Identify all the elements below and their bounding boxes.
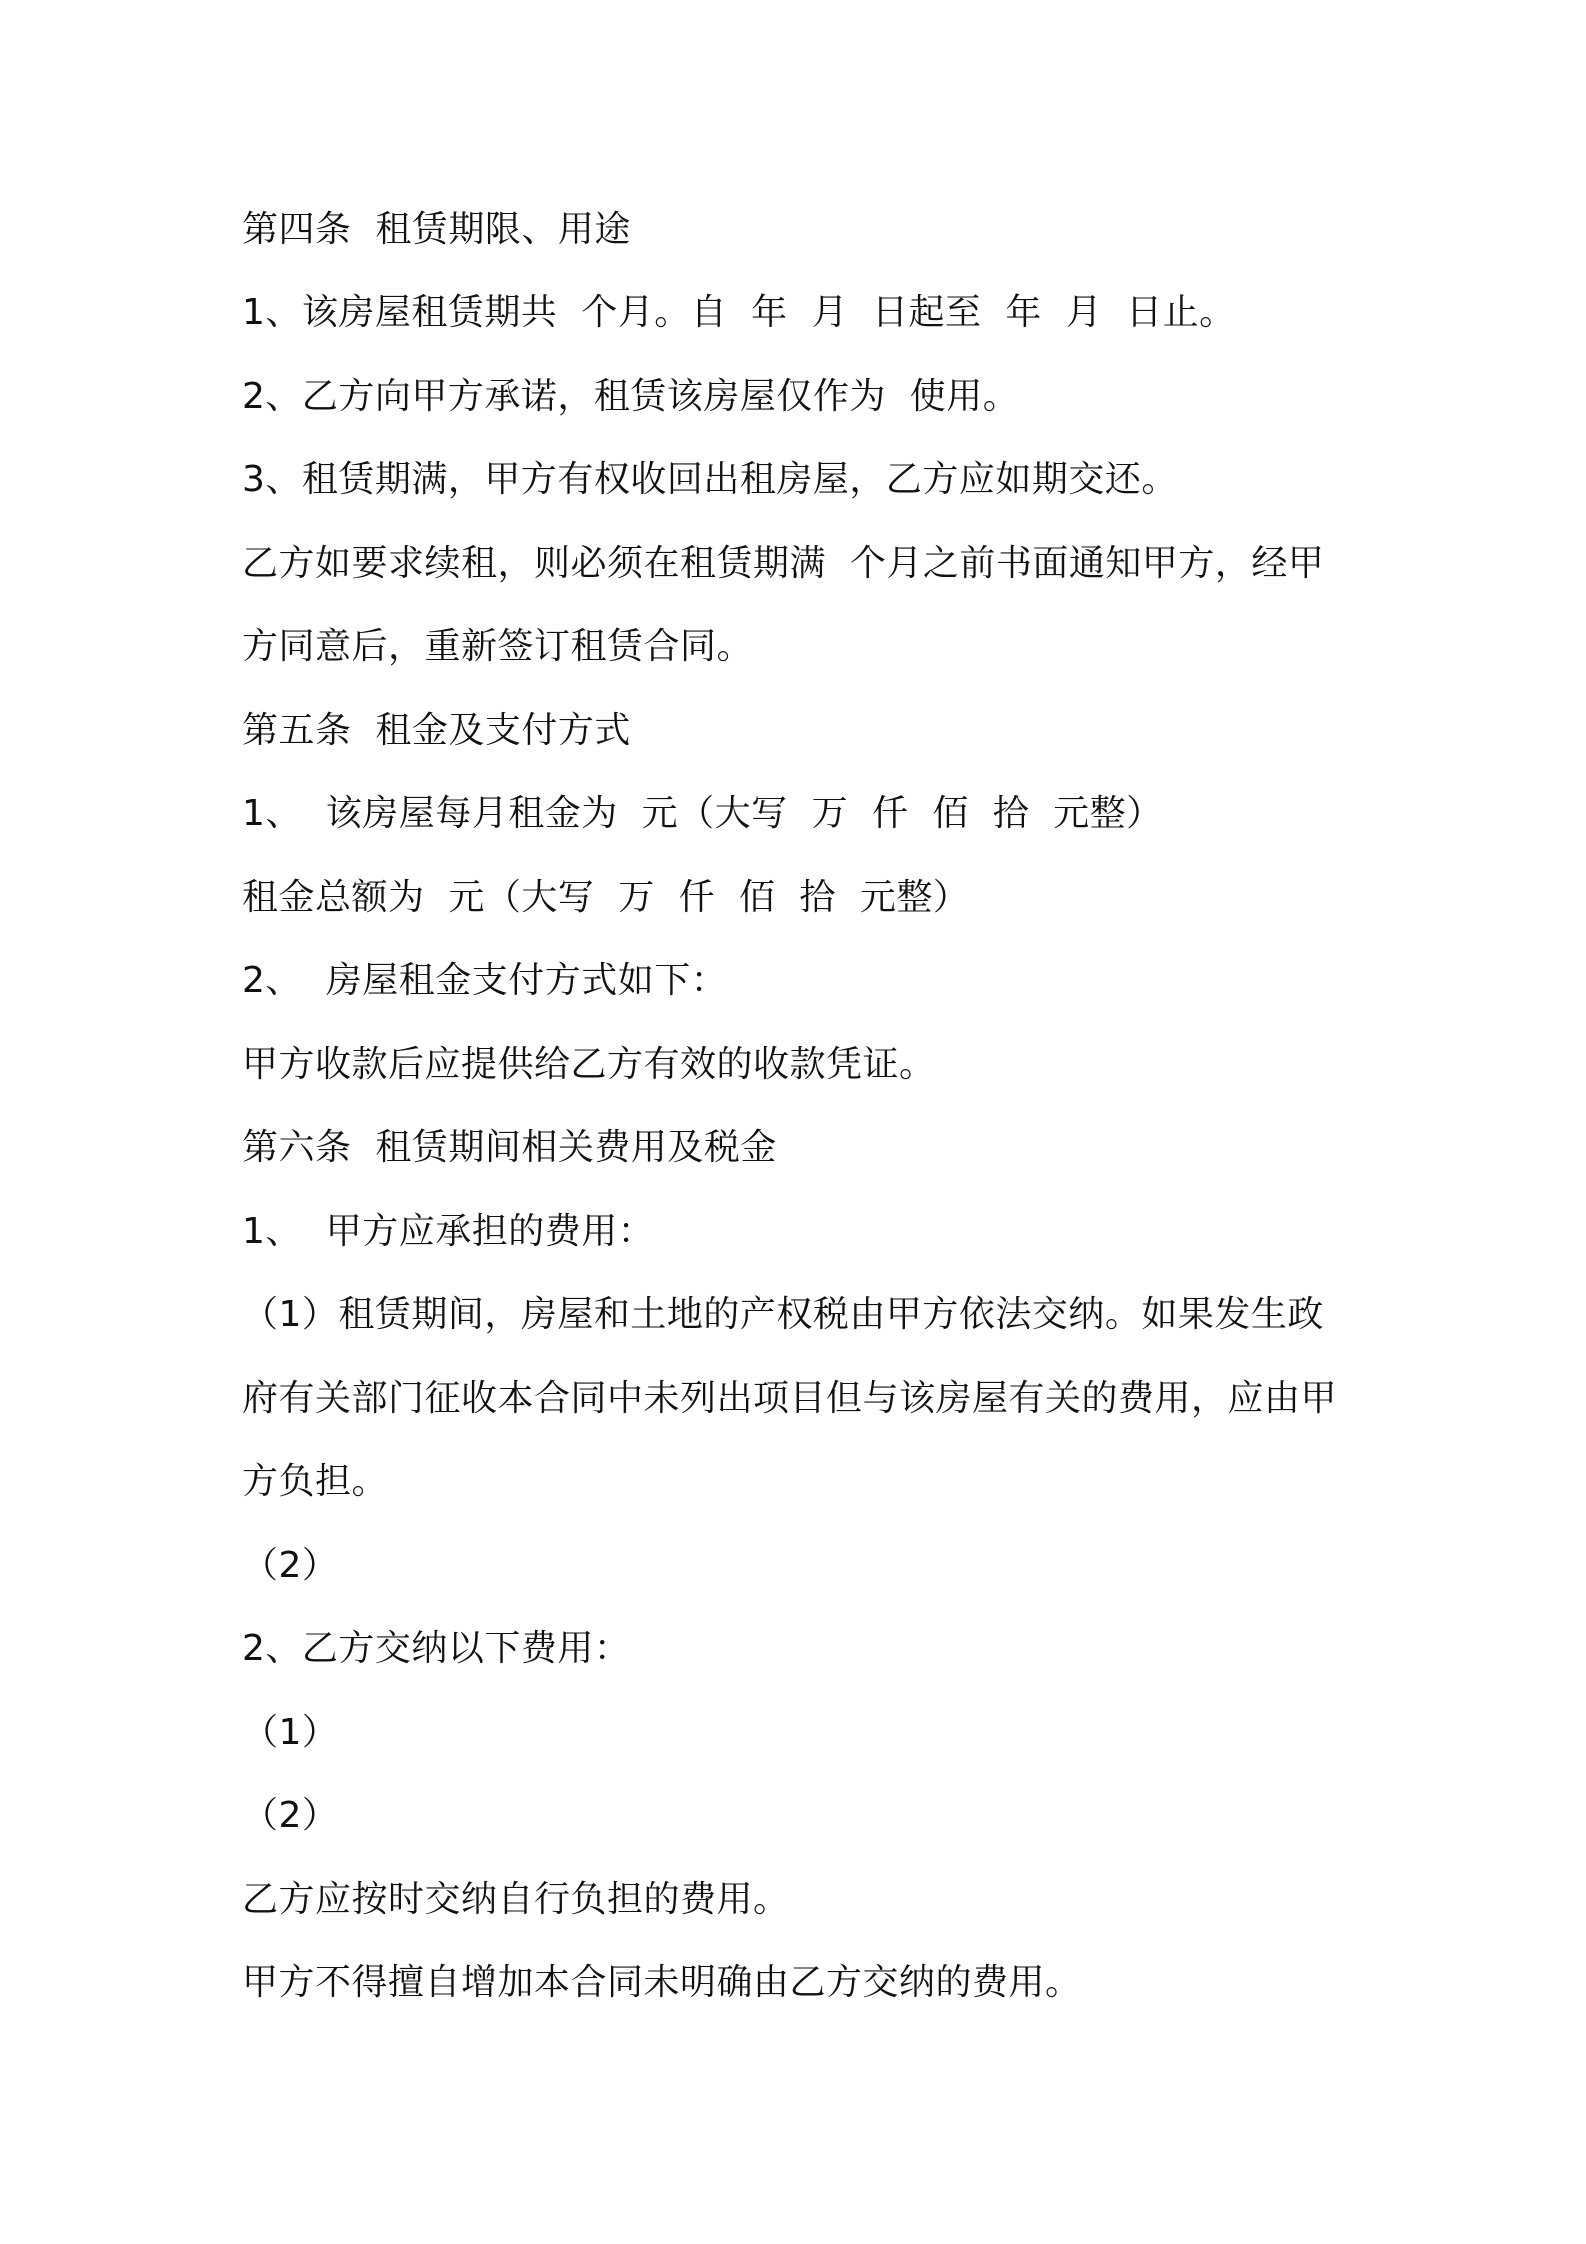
article-6-heading: 第六条 租赁期间相关费用及税金 bbox=[242, 1127, 777, 1168]
paragraph-line: 方负担。 bbox=[242, 1461, 389, 1502]
article-4-heading: 第四条 租赁期限、用途 bbox=[242, 209, 631, 250]
paragraph-line: 乙方如要求续租，则必须在租赁期满 个月之前书面通知甲方，经甲 bbox=[242, 543, 1325, 584]
paragraph-line: 2、 房屋租金支付方式如下： bbox=[242, 960, 728, 1001]
article-5-heading: 第五条 租金及支付方式 bbox=[242, 710, 631, 751]
paragraph-line: 1、该房屋租赁期共 个月。自 年 月 日起至 年 月 日止。 bbox=[242, 292, 1236, 333]
paragraph-line: 2、乙方向甲方承诺，租赁该房屋仅作为 使用。 bbox=[242, 376, 1020, 417]
paragraph-line: 甲方不得擅自增加本合同未明确由乙方交纳的费用。 bbox=[242, 1962, 1082, 2003]
paragraph-line: 2、乙方交纳以下费用： bbox=[242, 1628, 631, 1669]
paragraph-line: 租金总额为 元（大写 万 仟 佰 拾 元整） bbox=[242, 877, 970, 918]
paragraph-line: 府有关部门征收本合同中未列出项目但与该房屋有关的费用，应由甲 bbox=[242, 1378, 1338, 1419]
paragraph-line: 乙方应按时交纳自行负担的费用。 bbox=[242, 1879, 790, 1920]
paragraph-line: （2） bbox=[242, 1545, 339, 1586]
paragraph-line: （2） bbox=[242, 1795, 339, 1836]
paragraph-line: （1） bbox=[242, 1712, 339, 1753]
paragraph-line: 方同意后，重新签订租赁合同。 bbox=[242, 626, 754, 667]
paragraph-line: 1、 该房屋每月租金为 元（大写 万 仟 佰 拾 元整） bbox=[242, 793, 1163, 834]
paragraph-line: （1）租赁期间，房屋和土地的产权税由甲方依法交纳。如果发生政 bbox=[242, 1294, 1324, 1335]
paragraph-line: 3、租赁期满，甲方有权收回出租房屋，乙方应如期交还。 bbox=[242, 459, 1178, 500]
paragraph-line: 甲方收款后应提供给乙方有效的收款凭证。 bbox=[242, 1044, 936, 1085]
paragraph-line: 1、 甲方应承担的费用： bbox=[242, 1211, 655, 1252]
